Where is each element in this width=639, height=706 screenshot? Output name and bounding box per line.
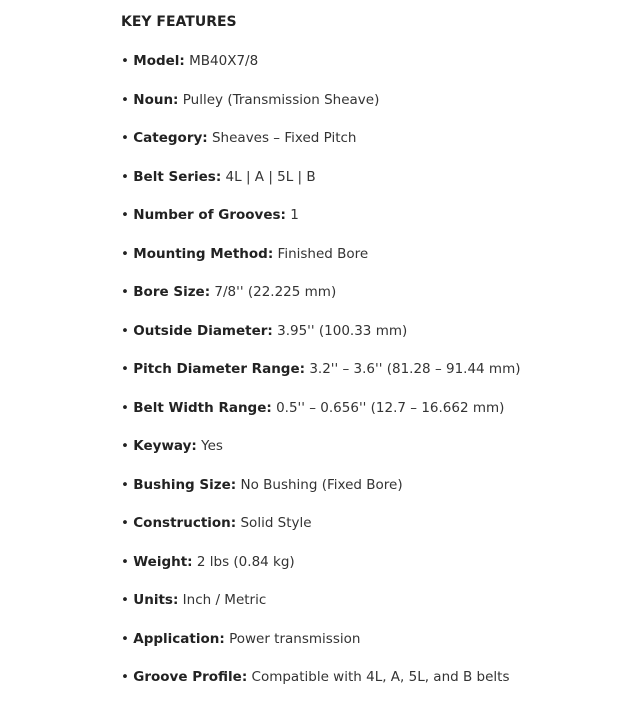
feature-value: 3.95'' (100.33 mm): [277, 322, 408, 339]
bullet: •: [121, 91, 134, 108]
key-features-section: [121, 12, 621, 706]
feature-value: Power transmission: [229, 630, 361, 647]
bullet: •: [121, 53, 134, 69]
feature-item-belt-width-range: [121, 398, 621, 418]
feature-item-weight: [121, 552, 621, 572]
bullet: •: [121, 322, 134, 339]
feature-value: 2 lbs (0.84 kg): [196, 553, 295, 570]
bullet: •: [121, 284, 134, 300]
bullet: •: [121, 592, 134, 608]
feature-value: Yes: [201, 438, 223, 454]
feature-item-units: [121, 590, 621, 610]
feature-value: Compatible with 4L, A, 5L, and B belts: [251, 669, 510, 685]
feature-label: Outside Diameter:: [133, 322, 273, 339]
feature-label: Application:: [133, 630, 225, 647]
feature-label: Mounting Method:: [133, 245, 274, 262]
feature-item-bore-size: [121, 282, 621, 302]
bullet: •: [121, 207, 134, 223]
feature-label: Noun:: [133, 91, 179, 108]
bullet: •: [121, 399, 134, 416]
feature-label: Category:: [133, 130, 208, 146]
bullet: •: [121, 168, 134, 185]
feature-value: Sheaves – Fixed Pitch: [211, 130, 357, 146]
feature-label: Keyway:: [133, 438, 197, 454]
feature-value: Inch / Metric: [182, 592, 267, 608]
feature-label: Construction:: [133, 515, 237, 531]
feature-item-number-of-grooves: [121, 205, 621, 225]
feature-item-noun: [121, 90, 621, 110]
bullet: •: [121, 245, 134, 262]
feature-item-outside-diameter: [121, 321, 621, 341]
feature-value: 7/8'' (22.225 mm): [214, 284, 337, 300]
feature-item-pitch-diameter-range: [121, 359, 621, 379]
feature-value: 4L | A | 5L | B: [225, 168, 316, 185]
feature-item-application: [121, 629, 621, 649]
feature-item-model: [121, 51, 621, 71]
feature-value: No Bushing (Fixed Bore): [240, 476, 403, 493]
feature-value: 0.5'' – 0.656'' (12.7 – 16.662 mm): [276, 399, 505, 416]
feature-label: Weight:: [133, 553, 193, 570]
feature-label: Model:: [133, 53, 185, 69]
feature-value: Pulley (Transmission Sheave): [182, 91, 380, 108]
feature-item-bushing-size: [121, 475, 621, 495]
feature-label: Bushing Size:: [133, 476, 237, 493]
bullet: •: [121, 438, 134, 454]
section-title: KEY FEATURES: [121, 14, 237, 30]
feature-label: Units:: [133, 592, 179, 608]
feature-item-keyway: [121, 436, 621, 456]
feature-item-construction: [121, 513, 621, 533]
feature-item-category: [121, 128, 621, 148]
feature-label: Belt Series:: [133, 168, 222, 185]
feature-value: Solid Style: [240, 515, 312, 531]
feature-value: Finished Bore: [277, 245, 369, 262]
feature-value: MB40X7/8: [189, 53, 259, 69]
feature-list: [121, 51, 621, 687]
feature-label: Groove Profile:: [133, 669, 248, 685]
feature-item-mounting-method: [121, 244, 621, 264]
bullet: •: [121, 476, 134, 493]
feature-label: Belt Width Range:: [133, 399, 272, 416]
feature-label: Number of Grooves:: [133, 207, 286, 223]
bullet: •: [121, 553, 134, 570]
bullet: •: [121, 130, 134, 146]
bullet: •: [121, 515, 134, 531]
feature-value: 3.2'' – 3.6'' (81.28 – 91.44 mm): [309, 361, 521, 377]
feature-value: 1: [290, 207, 299, 223]
feature-label: Bore Size:: [133, 284, 211, 300]
feature-label: Pitch Diameter Range:: [133, 361, 306, 377]
bullet: •: [121, 361, 134, 377]
bullet: •: [121, 630, 134, 647]
bullet: •: [121, 669, 134, 685]
feature-item-belt-series: [121, 167, 621, 187]
feature-item-groove-profile: [121, 667, 621, 687]
